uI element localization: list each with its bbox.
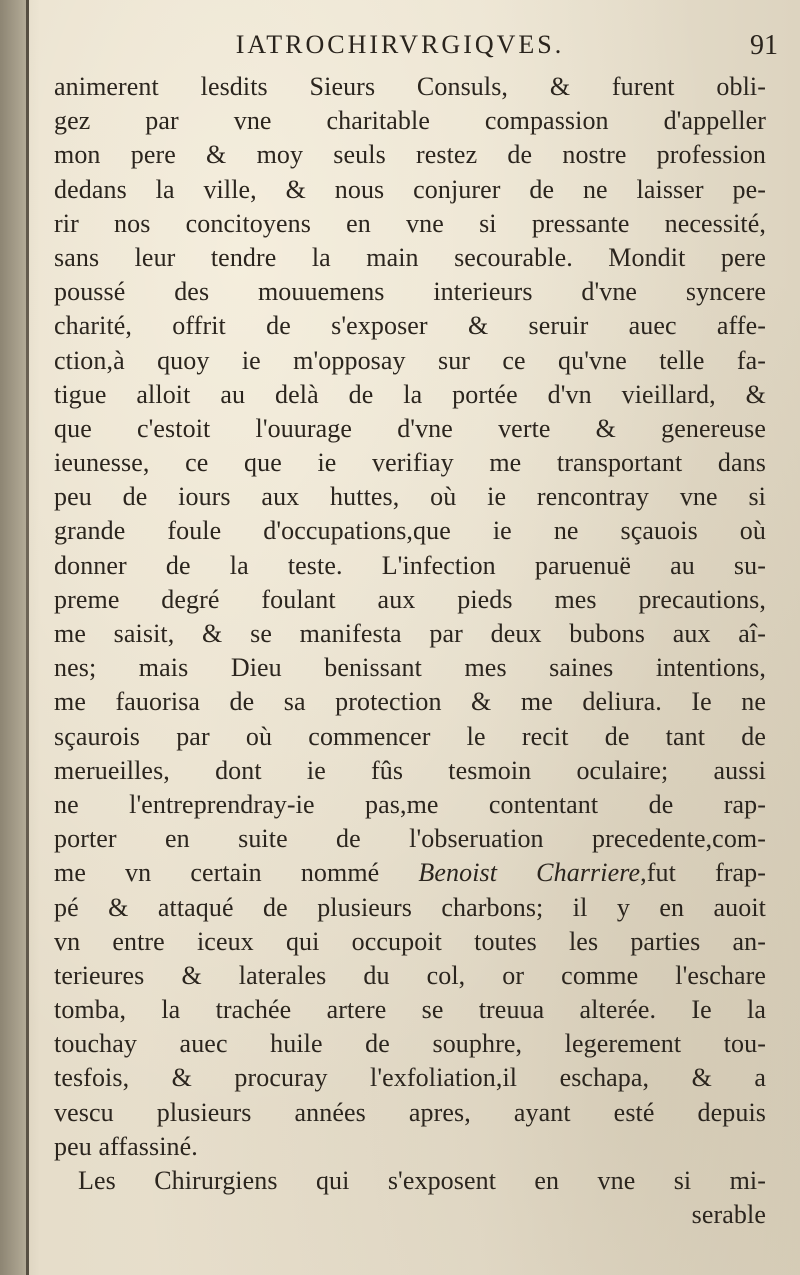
text-line: grande foule d'occupations,que ie ne sçauois où bbox=[54, 516, 766, 546]
text-line: gez par vne charitable compassion d'appeller bbox=[54, 106, 766, 136]
text-line: terieures & laterales du col, or comme l'eschare bbox=[54, 960, 766, 990]
text-line: ieunesse, ce que ie verifiay me transportant dans bbox=[54, 448, 766, 478]
text-line: charité, offrit de s'exposer & seruir auec affe- bbox=[54, 311, 766, 341]
text-line: poussé des mouuemens interieurs d'vne syncere bbox=[54, 277, 766, 307]
text-line: nes; mais Dieu benissant mes saines intentions, bbox=[54, 653, 766, 683]
text-line: preme degré foulant aux pieds mes precautions, bbox=[54, 584, 766, 614]
text-line: vn entre iceux qui occupoit toutes les parties an- bbox=[54, 926, 766, 956]
gutter-shadow bbox=[0, 0, 26, 1275]
text-line: animerent lesdits Sieurs Consuls, & furent obli- bbox=[54, 72, 766, 101]
text-line: sans leur tendre la main secourable. Mondit pere bbox=[54, 242, 766, 272]
italic-name: Benoist Charriere bbox=[418, 858, 641, 888]
text-line: vescu plusieurs années apres, ayant esté depuis bbox=[54, 1097, 766, 1127]
running-head: IATROCHIRVRGIQVES. bbox=[235, 30, 565, 59]
body-text bbox=[54, 70, 766, 1232]
page-number: 91 bbox=[750, 30, 778, 61]
text-line: rir nos concitoyens en vne si pressante necessité, bbox=[54, 208, 766, 238]
text-line: porter en suite de l'obseruation precedente,com- bbox=[54, 824, 766, 854]
text-line-with-name bbox=[54, 856, 766, 890]
paragraph-end-line: peu affassiné. bbox=[54, 1131, 198, 1161]
gutter-edge bbox=[26, 0, 29, 1275]
text-line: mon pere & moy seuls restez de nostre profession bbox=[54, 140, 766, 170]
catchword: serable bbox=[691, 1200, 766, 1230]
text-line: donner de la teste. L'infection paruenuë au su- bbox=[54, 550, 766, 580]
paragraph-start-line: Les Chirurgiens qui s'exposent en vne si mi- bbox=[78, 1166, 766, 1195]
text-segment: me vn certain nommé bbox=[54, 858, 419, 888]
text-line: tigue alloit au delà de la portée d'vn vieillard, & bbox=[54, 379, 766, 409]
text-line: ne l'entreprendray-ie pas,me contentant de rap- bbox=[54, 789, 766, 819]
text-line: tesfois, & procuray l'exfoliation,il eschapa, & a bbox=[54, 1063, 766, 1093]
text-segment: ,fut frap- bbox=[640, 858, 766, 888]
text-line: merueilles, dont ie fûs tesmoin oculaire; aussi bbox=[54, 755, 766, 785]
text-line: dedans la ville, & nous conjurer de ne laisser pe- bbox=[54, 174, 766, 204]
text-line: que c'estoit l'ouurage d'vne verte & genereuse bbox=[54, 413, 766, 443]
text-line: me saisit, & se manifesta par deux bubons aux aî- bbox=[54, 619, 766, 648]
text-line: touchay auec huile de souphre, legerement tou- bbox=[54, 1029, 766, 1059]
text-line: tomba, la trachée artere se treuua alterée. Ie la bbox=[54, 995, 766, 1025]
text-line: peu de iours aux huttes, où ie rencontray vne si bbox=[54, 482, 766, 512]
text-line: me fauorisa de sa protection & me deliura. Ie ne bbox=[54, 687, 766, 717]
text-line: ction,à quoy ie m'opposay sur ce qu'vne telle fa- bbox=[54, 345, 766, 375]
text-line: sçaurois par où commencer le recit de tant de bbox=[54, 721, 766, 751]
text-line: pé & attaqué de plusieurs charbons; il y en auoit bbox=[54, 892, 766, 922]
